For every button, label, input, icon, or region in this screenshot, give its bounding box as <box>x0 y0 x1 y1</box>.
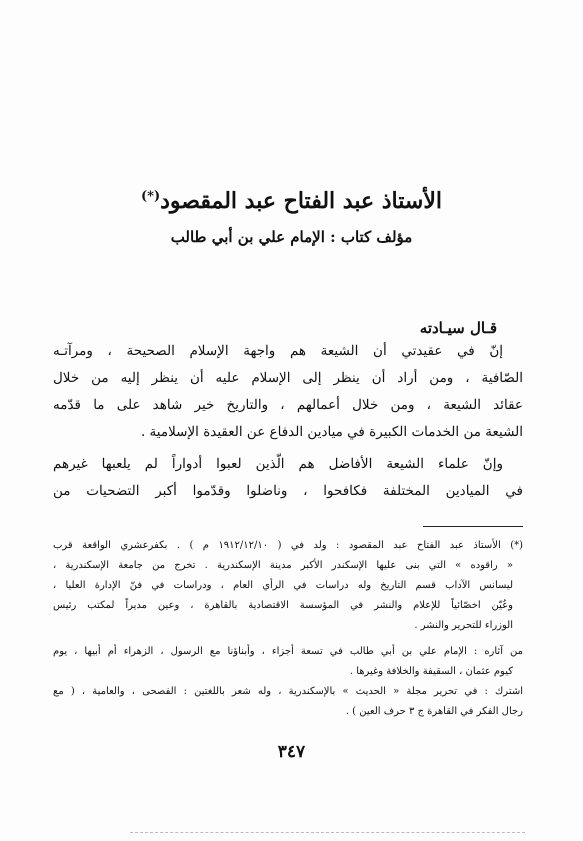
footnote-line: ليسانس الآداب قسم التاريخ وله دراسات في الرأي العام ، ودراسات في فنّ الإدارة العليا ، <box>53 580 513 591</box>
body-line: وإنّ علماء الشيعة الأفاضل هم الّذين لعبوا أدواراً لم يلعبها غيرهم <box>53 456 503 472</box>
body-line: الصّافية ، ومن أراد أن ينظر إلى الإسلام عليه أن ينظر إليه من خلال <box>53 370 523 386</box>
body-line: في الميادين المختلفة فكافحوا ، وناضلوا وقدّموا أكبر التضحيات من <box>53 483 523 499</box>
footnote-line: (*) الأستاذ عبد الفتاح عبد المقصود : ولد في ( ١٩١٢/١٢/١٠ م ) . بكفرعشري الواقعة قرب <box>53 540 523 551</box>
footnote-line: وعُيّن اخصّائياً للإعلام والنشر في المؤسسة الاقتصادية بالقاهرة ، وعين مديراً لمكتب رئيس <box>53 600 513 611</box>
title-text: الأستاذ عبد الفتاح عبد المقصود <box>160 188 442 214</box>
section-heading: قـال سيـادته <box>419 319 497 337</box>
body-line: عقائد الشيعة ، ومن خلال أعمالهم ، والتاريخ خير شاهد على ما قدّمه <box>53 397 523 413</box>
footnote-marker: (*) <box>141 189 161 204</box>
footnote-line: من آثاره : الإمام علي بن أبي طالب في تسعة أجزاء ، وأبناؤنا مع الرسول ، الزهراء أم أبيها ، يوم <box>53 646 523 657</box>
body-line: إنّ في عقيدتي أن الشيعة هم واجهة الإسلام الصحيحة ، ومرآتـه <box>53 343 503 359</box>
footnote-divider <box>423 526 523 527</box>
scan-edge-line <box>130 832 525 833</box>
footnotes <box>53 536 523 722</box>
footnote-line: رجال الفكر في القاهرة ج ٣ حرف العين ) . <box>345 706 523 717</box>
page-number: ٣٤٧ <box>277 742 306 762</box>
page-title <box>40 182 543 216</box>
body-line: الشيعة من الخدمات الكبيرة في ميادين الدفاع عن العقيدة الإسلامية . <box>140 424 523 440</box>
footnote-line: اشترك : في تحرير مجلة « الحديث » بالإسكندرية ، وله شعر باللغتين : الفصحى ، والعامية ، ( مع <box>53 686 523 697</box>
footnote-line: الوزراء للتحرير والنشر . <box>414 620 513 631</box>
footnote-line: كيوم عثمان ، السقيفة والخلافة وغيرها . <box>349 666 513 677</box>
body-text <box>53 338 523 505</box>
subtitle: مؤلف كتاب : الإمام علي بن أبي طالب <box>170 228 413 246</box>
footnote-line: « راقوده » التي بنى عليها الإسكندر الأكبر مدينة الإسكندرية . تخرج من جامعة الإسكندرية ، <box>53 560 513 571</box>
